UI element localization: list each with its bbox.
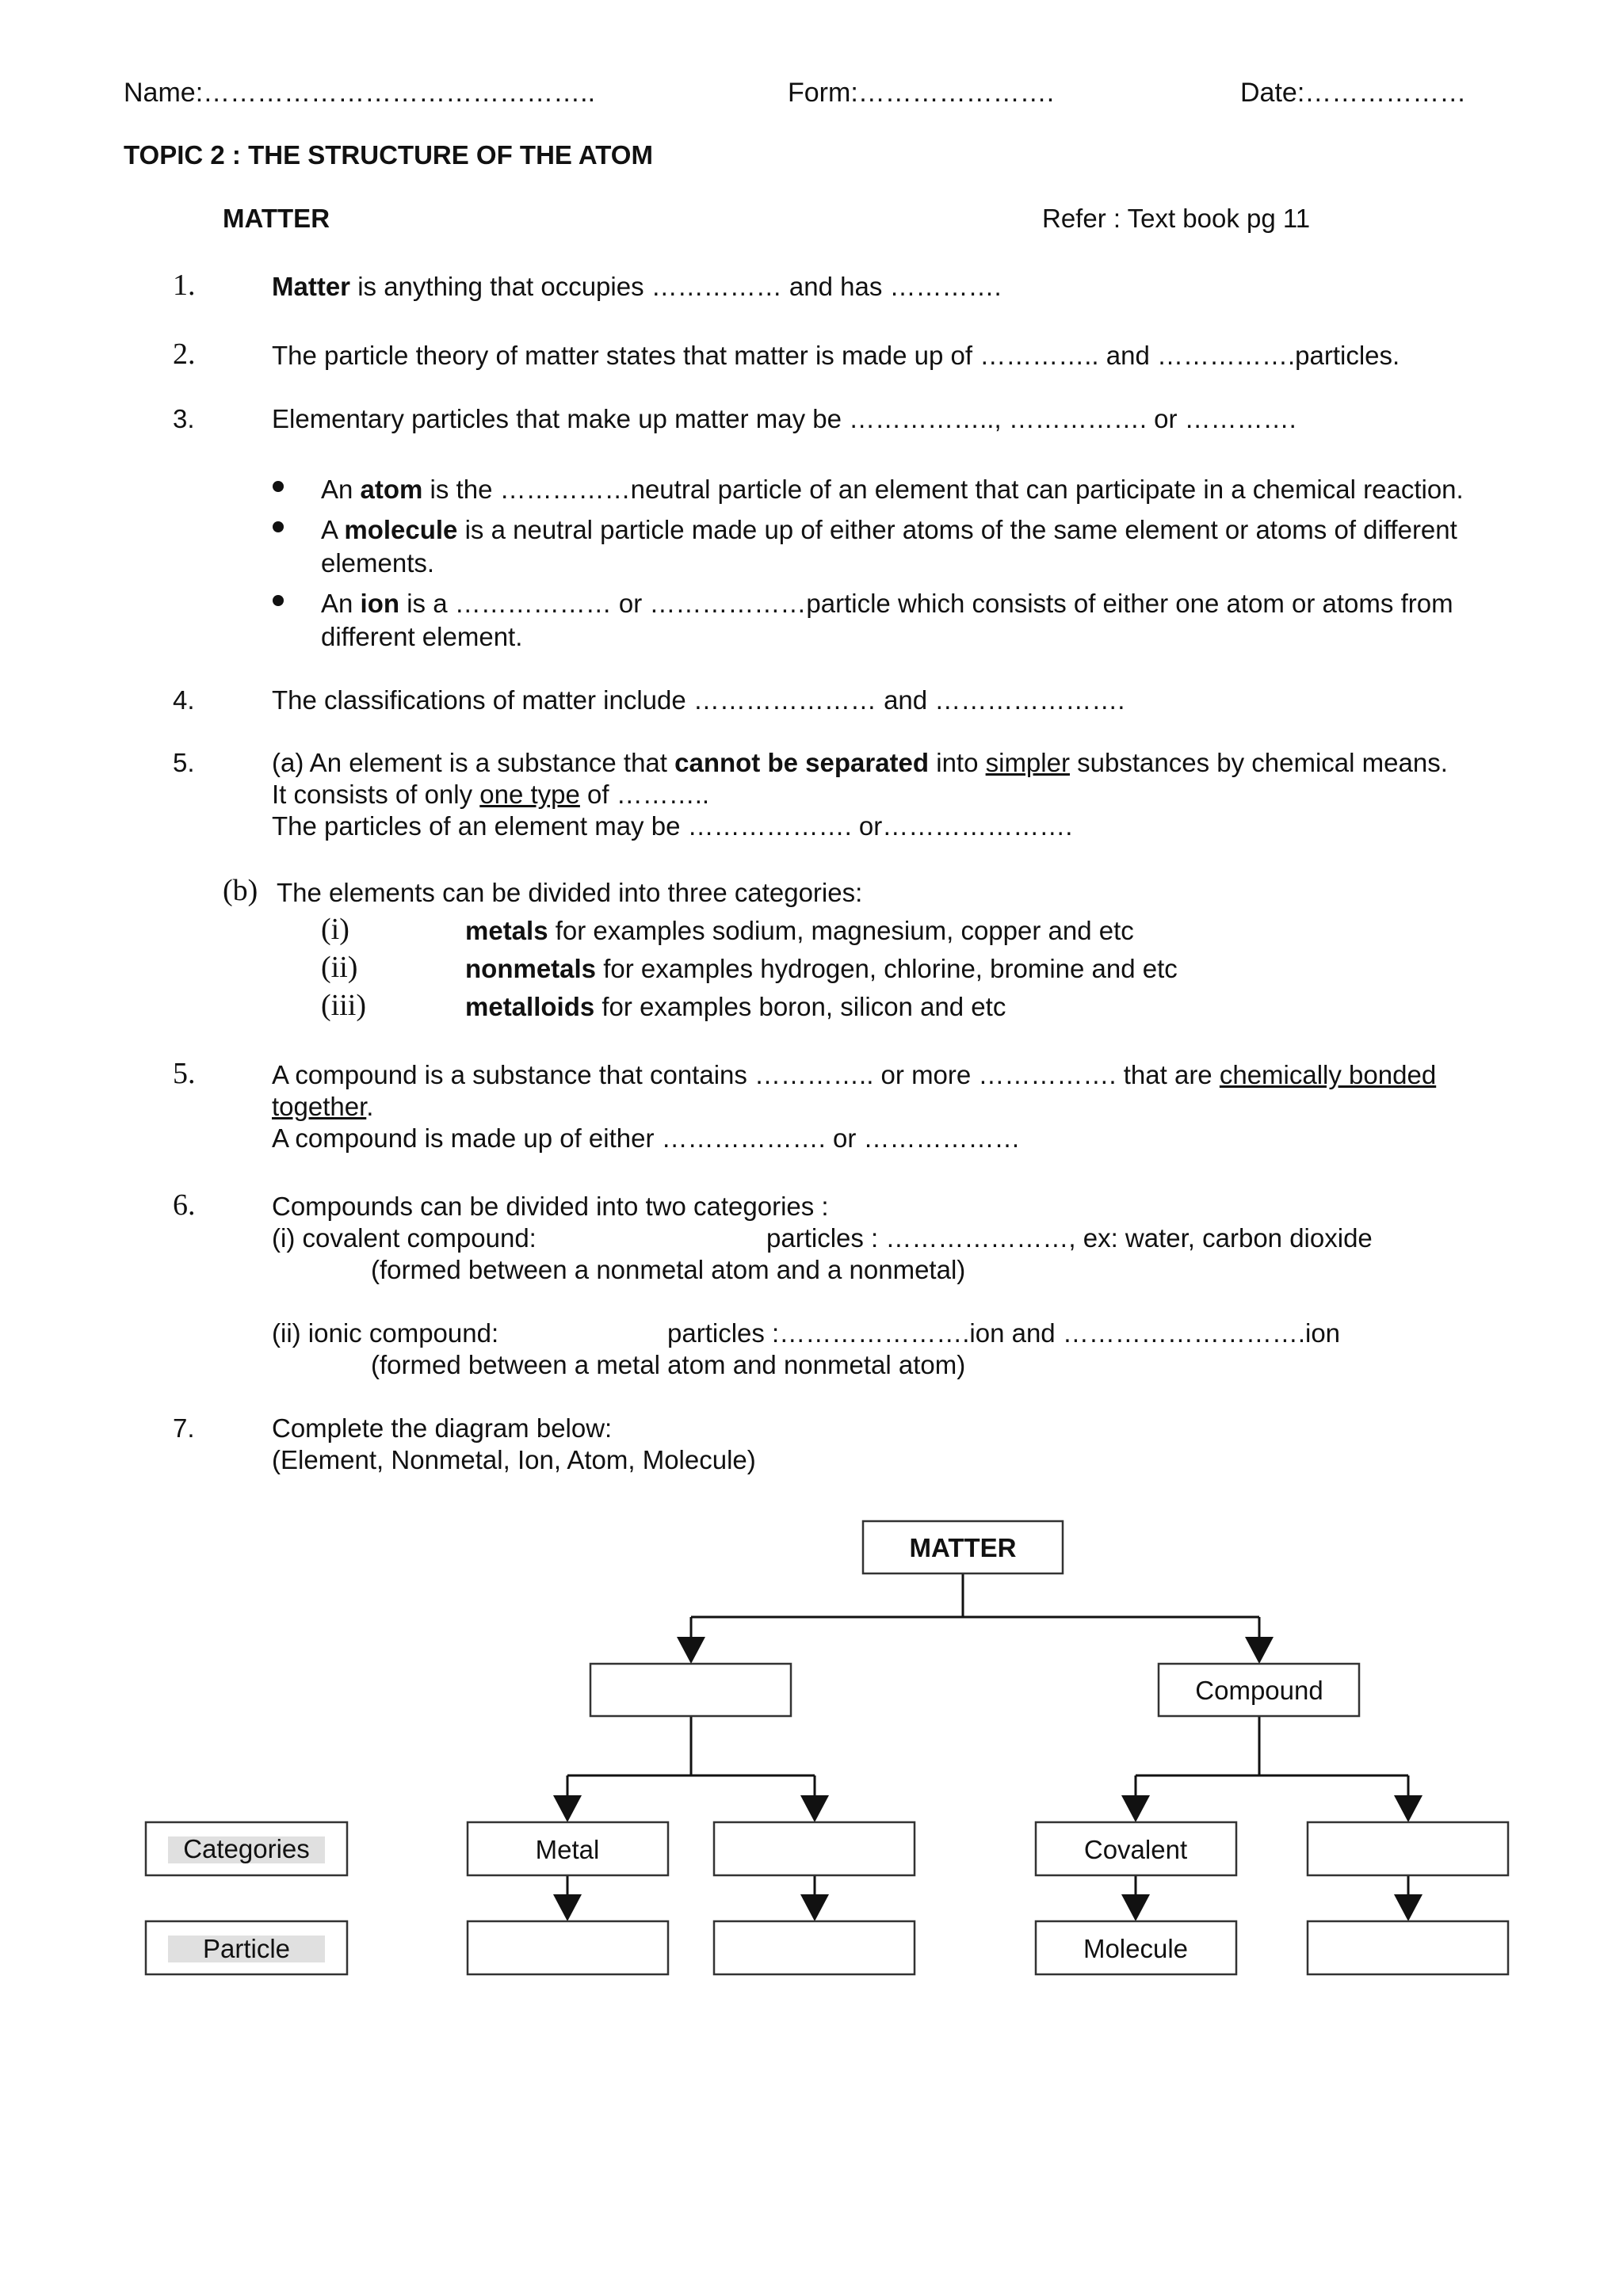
q2-text: The particle theory of matter states that matter is made up of ………….. and …………….particles. xyxy=(272,341,1400,370)
q6-intro: Compounds can be divided into two categories : xyxy=(272,1192,829,1221)
bullet-ion-bold: ion xyxy=(360,589,400,618)
refer-note: Refer : Text book pg 11 xyxy=(1042,204,1311,233)
answer-box-particle-4[interactable] xyxy=(1308,1921,1508,1974)
arrowhead-icon xyxy=(1245,1637,1274,1664)
q5a-number: 5. xyxy=(173,748,195,777)
q5a-bold: cannot be separated xyxy=(674,748,930,777)
molecule-box-label: Molecule xyxy=(1083,1934,1189,1963)
q5b-roman-1: (i) xyxy=(321,913,349,946)
answer-box-category-4[interactable] xyxy=(1308,1822,1508,1875)
metal-box-label: Metal xyxy=(535,1835,600,1864)
q4-text: The classifications of matter include ………………… and …………………. xyxy=(272,685,1125,715)
q5b-roman-3: (iii) xyxy=(321,989,366,1022)
q6-i-particles: particles : …………………, ex: water, carbon dioxide xyxy=(766,1223,1373,1253)
q5a-underline-one-type: one type xyxy=(479,780,580,809)
q6-ii-particles: particles :………………….ion and ……………………….ion xyxy=(667,1318,1341,1348)
bullet-molecule-bold: molecule xyxy=(344,515,458,544)
q5c-p2: . xyxy=(366,1092,374,1121)
bullet-ion-pre: An xyxy=(321,589,361,618)
q6-ii-label: (ii) ionic compound: xyxy=(272,1318,499,1348)
bullet-molecule-line2: elements. xyxy=(321,548,435,578)
q5a-p3: substances by chemical means. xyxy=(1069,748,1448,777)
q6-i-note: (formed between a nonmetal atom and a nonmetal) xyxy=(371,1255,966,1284)
bullet-atom-pre: An xyxy=(321,475,361,504)
q5b-label: (b) xyxy=(223,874,258,907)
q2-number: 2. xyxy=(173,338,196,371)
q5b-item-1-rest: for examples sodium, magnesium, copper and etc xyxy=(548,916,1134,945)
q5a-underline-simpler: simpler xyxy=(985,748,1070,777)
q5a-p2: into xyxy=(929,748,986,777)
answer-box-particle-2[interactable] xyxy=(714,1921,915,1974)
q5b-item-3-rest: for examples boron, silicon and etc xyxy=(594,992,1006,1021)
q5b-item-2-bold: nonmetals xyxy=(465,954,597,983)
arrowhead-icon xyxy=(800,1894,829,1921)
arrowhead-icon xyxy=(553,1795,582,1822)
q1-rest: is anything that occupies …………… and has …………. xyxy=(350,272,1002,301)
date-field[interactable]: Date:……………… xyxy=(1240,78,1467,108)
q5b-item-1-bold: metals xyxy=(465,916,548,945)
q5b-intro: The elements can be divided into three categories: xyxy=(277,878,863,907)
bullet-ion-post: is a ……………… or ………………particle which consists of either one atom or atoms from xyxy=(399,589,1453,618)
covalent-box-label: Covalent xyxy=(1083,1835,1188,1864)
q5b-item-3-bold: metalloids xyxy=(465,992,595,1021)
q5c-p1: A compound is a substance that contains ………….. or more ……………. that are xyxy=(272,1060,1220,1089)
arrowhead-icon xyxy=(1394,1795,1423,1822)
arrowhead-icon xyxy=(1394,1894,1423,1921)
bullet-atom-bold: atom xyxy=(360,475,423,504)
q7-text: Complete the diagram below: xyxy=(272,1413,613,1443)
q3-number: 3. xyxy=(173,404,195,433)
arrowhead-icon xyxy=(677,1637,705,1664)
arrowhead-icon xyxy=(553,1894,582,1921)
section-title: MATTER xyxy=(223,204,330,233)
topic-title: TOPIC 2 : THE STRUCTURE OF THE ATOM xyxy=(124,140,653,170)
answer-box-left-top[interactable] xyxy=(590,1664,791,1716)
bullet-molecule-pre: A xyxy=(321,515,345,544)
q4-number: 4. xyxy=(173,685,195,715)
particle-label: Particle xyxy=(202,1934,291,1963)
q5c-underline-1: chemically bonded xyxy=(1219,1060,1437,1089)
q5a-l2b: of ……….. xyxy=(579,780,710,809)
compound-box-label: Compound xyxy=(1195,1676,1323,1705)
q5c-line3: A compound is made up of either ………………. or ……………… xyxy=(272,1123,1021,1153)
q6-i-label: (i) covalent compound: xyxy=(272,1223,537,1253)
q6-ii-note: (formed between a metal atom and nonmetal atom) xyxy=(371,1350,966,1379)
q5c-number: 5. xyxy=(173,1057,196,1090)
answer-box-particle-1[interactable] xyxy=(468,1921,668,1974)
q5b-roman-2: (ii) xyxy=(321,951,358,984)
arrowhead-icon xyxy=(1121,1795,1150,1822)
bullet-molecule-post: is a neutral particle made up of either atoms of the same element or atoms of different xyxy=(457,515,1457,544)
q5a-p1: (a) An element is a substance that xyxy=(272,748,675,777)
q7-words: (Element, Nonmetal, Ion, Atom, Molecule) xyxy=(272,1445,756,1474)
form-field[interactable]: Form:…………………. xyxy=(788,78,1055,108)
matter-box-label: MATTER xyxy=(909,1533,1017,1562)
q1-number: 1. xyxy=(173,269,196,302)
q3-text: Elementary particles that make up matter may be …………….., ……………. or …………. xyxy=(272,404,1296,433)
q5a-l2a: It consists of only xyxy=(272,780,480,809)
arrowhead-icon xyxy=(800,1795,829,1822)
q5c-underline-2: together xyxy=(272,1092,367,1121)
diagram-connectors xyxy=(567,1573,1408,1897)
q7-number: 7. xyxy=(173,1413,195,1443)
q5b-item-2-rest: for examples hydrogen, chlorine, bromine and etc xyxy=(596,954,1178,983)
arrowhead-icon xyxy=(1121,1894,1150,1921)
q5a-line3: The particles of an element may be ………………. or…………………. xyxy=(272,811,1073,841)
answer-box-category-2[interactable] xyxy=(714,1822,915,1875)
q6-number: 6. xyxy=(173,1188,196,1222)
name-field[interactable]: Name:…………………………………….. xyxy=(124,78,596,108)
bullet-atom-post: is the ……………neutral particle of an element that can participate in a chemical reaction. xyxy=(422,475,1464,504)
q1-bold: Matter xyxy=(272,272,351,301)
categories-label: Categories xyxy=(183,1834,310,1863)
bullet-ion-line2: different element. xyxy=(321,622,523,651)
